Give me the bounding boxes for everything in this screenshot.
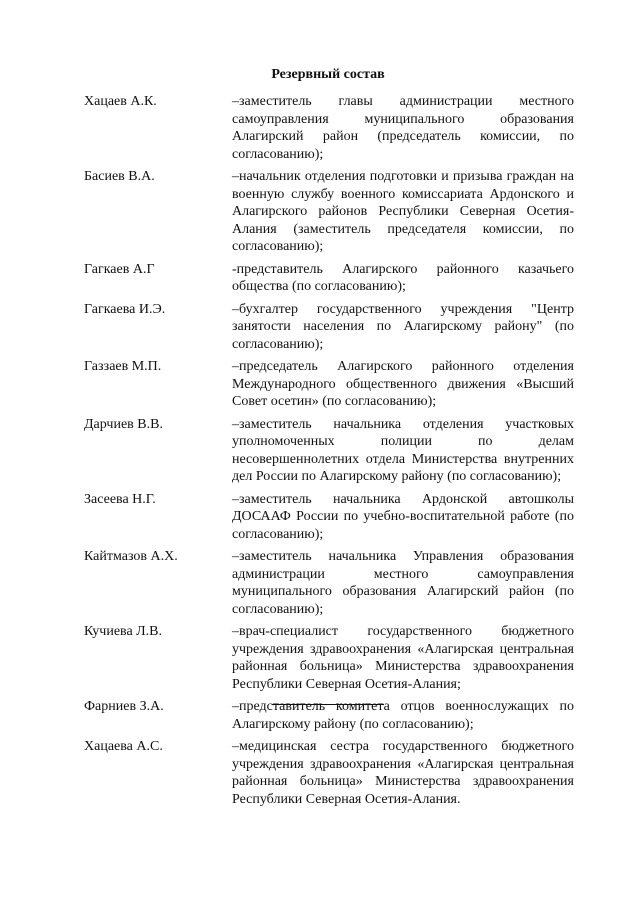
member-list	[84, 93, 574, 813]
member-name: Хацаева А.С.	[84, 739, 163, 754]
member-role: –заместитель начальника отделения участковых уполномоченных полиции по делам несовершеннолетних отдела Министерства внутренних дел России по Алагирскому району (по согласованию);	[232, 416, 574, 484]
member-name: Засеева Н.Г.	[84, 491, 156, 507]
member-row	[84, 623, 574, 693]
member-name: Гагкаева И.Э.	[84, 301, 166, 317]
member-row	[84, 358, 574, 411]
member-role: –заместитель начальника Управления образования администрации местного самоуправления муниципального образования Алагирский район (по согласованию);	[232, 549, 574, 617]
member-name: Гагкаев А.Г	[84, 261, 155, 277]
member-name: Кайтмазов А.Х.	[84, 549, 178, 564]
member-row	[84, 261, 574, 296]
member-role: –бухгалтер государственного учреждения "Центр занятости населения по Алагирскому району" (по согласованию);	[232, 301, 574, 352]
member-name: Дарчиев В.В.	[84, 416, 163, 432]
member-role: –заместитель начальника Ардонской автошколы ДОСААФ России по учебно-воспитательной работе (по согласованию);	[232, 491, 574, 542]
member-role: –врач-специалист государственного бюджетного учреждения здравоохранения «Алагирская центральная районная больница» Министерства здравоохранения Республики Северная Осетия-Алания;	[232, 624, 574, 692]
end-separator-line	[272, 704, 384, 705]
member-name: Фарниев З.А.	[84, 699, 164, 714]
member-role: -представитель Алагирского районного казачьего общества (по согласованию);	[232, 261, 574, 294]
member-role: –представитель комитета отцов военнослужащих по Алагирскому району (по согласованию);	[232, 699, 574, 732]
member-role: –председатель Алагирского районного отделения Международного общественного движения «Высший Совет осетин» (по согласованию);	[232, 359, 574, 409]
member-row	[84, 548, 574, 618]
member-name: Газзаев М.П.	[84, 359, 162, 374]
member-row	[84, 416, 574, 486]
member-role: –заместитель главы администрации местного самоуправления муниципального образования Алагирский район (председатель комиссии, по согласованию);	[232, 94, 574, 162]
member-name: Басиев В.А.	[84, 169, 155, 184]
member-row	[84, 491, 574, 544]
document-title: Резервный состав	[271, 67, 385, 82]
member-role: –медицинская сестра государственного бюджетного учреждения здравоохранения «Алагирская центральная районная больница» Министерства здравоохранения Республики Северная Осетия-Алания.	[232, 739, 574, 807]
member-row	[84, 301, 574, 354]
member-name: Хацаев А.К.	[84, 94, 157, 109]
member-row	[84, 738, 574, 808]
member-role: –начальник отделения подготовки и призыва граждан на военную службу военного комиссариата Ардонского и Алагирского районов Республики Северная Осетия-Алания (заместитель председателя комиссии, по согласованию);	[232, 169, 574, 254]
member-row	[84, 93, 574, 163]
member-name: Кучиева Л.В.	[84, 624, 163, 639]
member-row	[84, 168, 574, 256]
